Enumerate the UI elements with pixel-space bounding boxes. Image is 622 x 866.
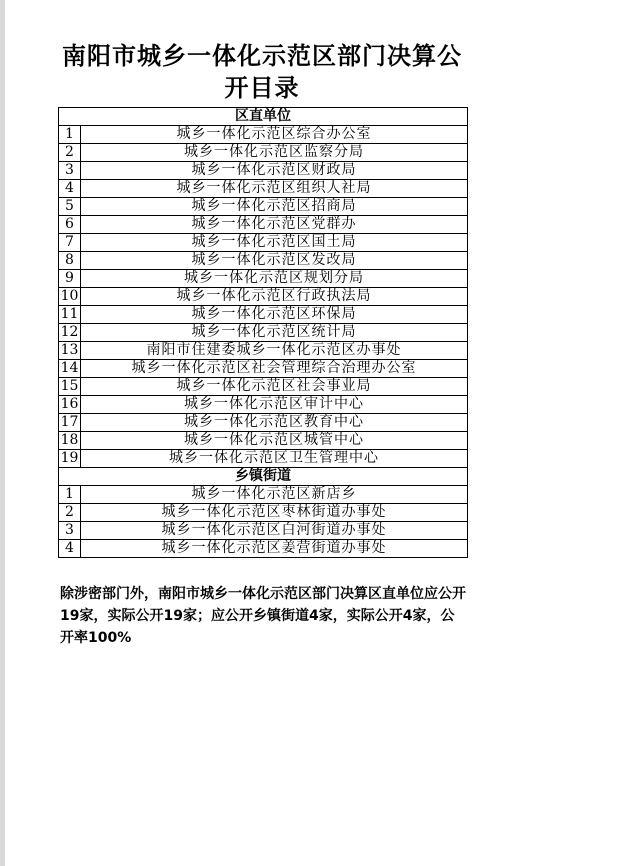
row-number: 4 (59, 540, 81, 558)
table-row (59, 270, 468, 288)
section-header-row (59, 108, 468, 126)
row-number: 3 (59, 162, 81, 180)
table-row (59, 486, 468, 504)
directory-table (58, 107, 468, 558)
unit-name: 城乡一体化示范区规划分局 (81, 270, 468, 288)
row-number: 5 (59, 198, 81, 216)
table-row (59, 522, 468, 540)
unit-name: 城乡一体化示范区白河街道办事处 (81, 522, 468, 540)
table-row (59, 234, 468, 252)
unit-name: 城乡一体化示范区新店乡 (81, 486, 468, 504)
row-number: 10 (59, 288, 81, 306)
table-row (59, 378, 468, 396)
row-number: 18 (59, 432, 81, 450)
row-number: 3 (59, 522, 81, 540)
row-number: 6 (59, 216, 81, 234)
unit-name: 城乡一体化示范区姜营街道办事处 (81, 540, 468, 558)
table-row (59, 504, 468, 522)
row-number: 17 (59, 414, 81, 432)
unit-name: 城乡一体化示范区财政局 (81, 162, 468, 180)
row-number: 11 (59, 306, 81, 324)
unit-name: 城乡一体化示范区监察分局 (81, 144, 468, 162)
unit-name: 城乡一体化示范区招商局 (81, 198, 468, 216)
table-row (59, 252, 468, 270)
unit-name: 南阳市住建委城乡一体化示范区办事处 (81, 342, 468, 360)
table-row (59, 144, 468, 162)
row-number: 4 (59, 180, 81, 198)
table-row (59, 162, 468, 180)
unit-name: 城乡一体化示范区审计中心 (81, 396, 468, 414)
unit-name: 城乡一体化示范区卫生管理中心 (81, 450, 468, 468)
row-number: 16 (59, 396, 81, 414)
table-row (59, 414, 468, 432)
disclosure-note: 除涉密部门外，南阳市城乡一体化示范区部门决算区直单位应公开19家，实际公开19家；应公开乡镇街道4家，实际公开4家，公开率100% (60, 586, 466, 646)
section-heading: 区直单位 (59, 108, 468, 126)
unit-name: 城乡一体化示范区组织人社局 (81, 180, 468, 198)
unit-name: 城乡一体化示范区国土局 (81, 234, 468, 252)
unit-name: 城乡一体化示范区行政执法局 (81, 288, 468, 306)
section-heading: 乡镇街道 (59, 468, 468, 486)
unit-name: 城乡一体化示范区环保局 (81, 306, 468, 324)
section-header-row (59, 468, 468, 486)
unit-name: 城乡一体化示范区社会管理综合治理办公室 (81, 360, 468, 378)
table-row (59, 324, 468, 342)
table-row (59, 540, 468, 558)
table-row (59, 342, 468, 360)
unit-name: 城乡一体化示范区枣林街道办事处 (81, 504, 468, 522)
row-number: 19 (59, 450, 81, 468)
row-number: 13 (59, 342, 81, 360)
table-row (59, 126, 468, 144)
row-number: 1 (59, 126, 81, 144)
row-number: 15 (59, 378, 81, 396)
table-row (59, 198, 468, 216)
row-number: 7 (59, 234, 81, 252)
directory-body (59, 108, 468, 558)
unit-name: 城乡一体化示范区发改局 (81, 252, 468, 270)
table-row (59, 396, 468, 414)
row-number: 2 (59, 504, 81, 522)
table-row (59, 180, 468, 198)
table-row (59, 306, 468, 324)
unit-name: 城乡一体化示范区社会事业局 (81, 378, 468, 396)
row-number: 1 (59, 486, 81, 504)
unit-name: 城乡一体化示范区综合办公室 (81, 126, 468, 144)
table-row (59, 360, 468, 378)
unit-name: 城乡一体化示范区统计局 (81, 324, 468, 342)
row-number: 12 (59, 324, 81, 342)
unit-name: 城乡一体化示范区教育中心 (81, 414, 468, 432)
row-number: 9 (59, 270, 81, 288)
table-row (59, 432, 468, 450)
unit-name: 城乡一体化示范区城管中心 (81, 432, 468, 450)
document-title: 南阳市城乡一体化示范区部门决算公开目录 (62, 42, 462, 102)
row-number: 8 (59, 252, 81, 270)
row-number: 2 (59, 144, 81, 162)
page-left-edge (0, 0, 5, 866)
table-row (59, 450, 468, 468)
row-number: 14 (59, 360, 81, 378)
table-row (59, 216, 468, 234)
unit-name: 城乡一体化示范区党群办 (81, 216, 468, 234)
table-row (59, 288, 468, 306)
